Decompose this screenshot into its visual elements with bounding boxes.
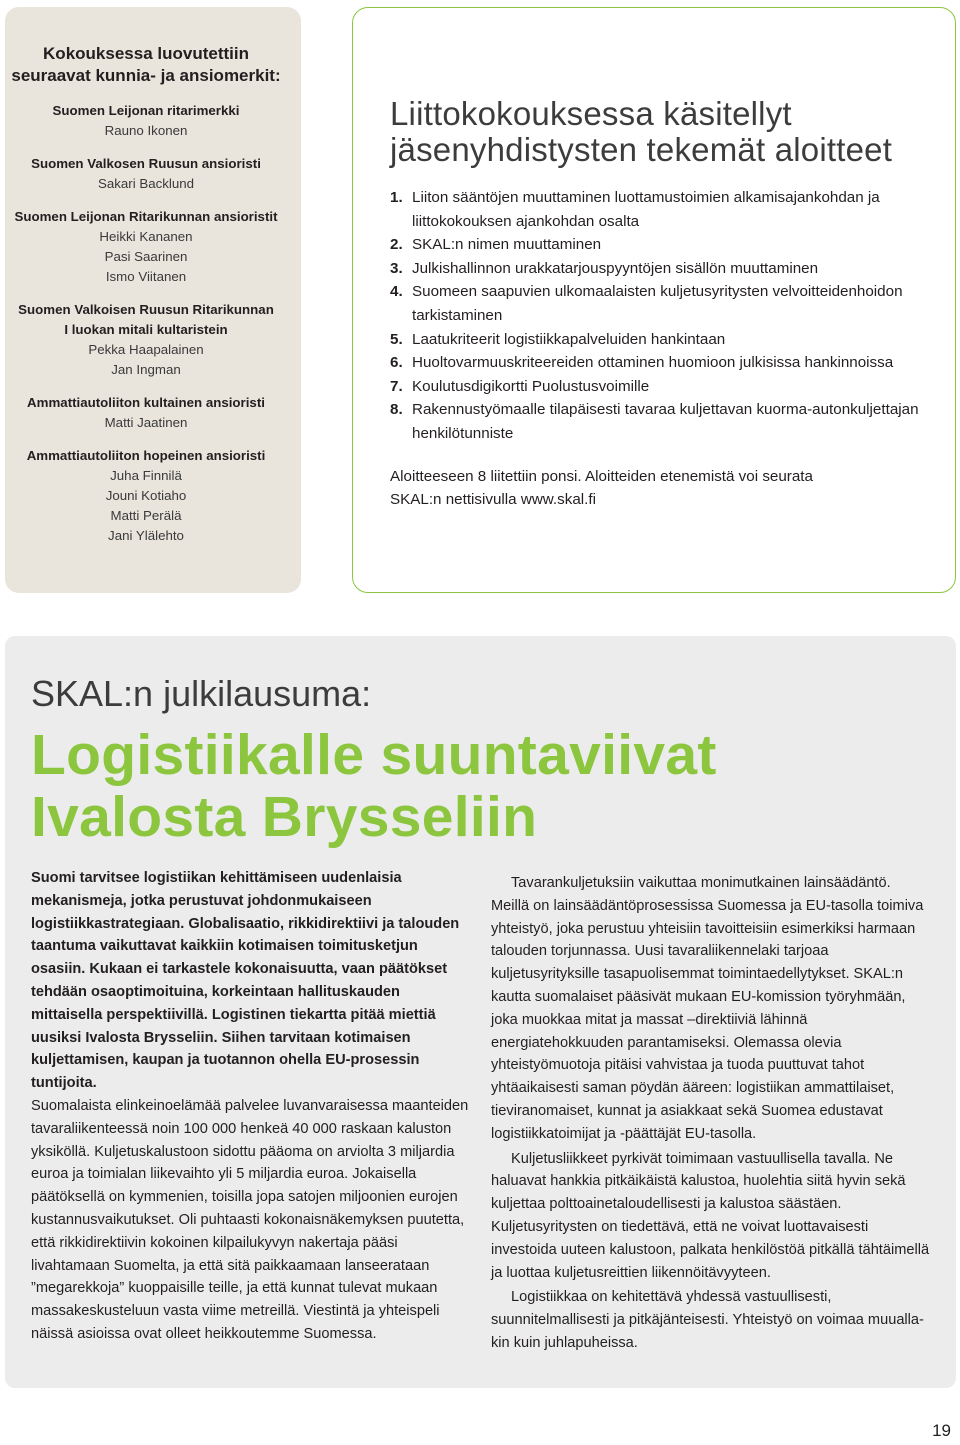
article-body-paragraph: Logistiikkaa on kehitettävä yhdessä vastuullisesti, suunnitelmallisesti ja pitkäjänteisesti. Yhteistyö on voimaa muuallakin kuin juhlapuheissa. <box>491 1289 924 1351</box>
initiative-text: Suomeen saapuvien ulkomaalaisten kuljetusyritysten velvoitteidenhoidon tarkistaminen <box>412 283 903 324</box>
initiative-text: Julkishallinnon urakkatarjouspyyntöjen sisällön muuttaminen <box>412 259 819 277</box>
award-name: Suomen Valkosen Ruusun ansioristi <box>31 156 261 171</box>
page-number: 19 <box>932 1421 951 1440</box>
initiative-text: Laatukriteerit logistiikkapalveluiden hankintaan <box>412 330 726 348</box>
initiative-number: 5. <box>390 330 403 348</box>
initiative-item <box>390 280 925 327</box>
initiatives-heading-line: jäsenyhdistysten tekemät aloitteet <box>390 131 893 168</box>
award-recipient: Heikki Kananen <box>99 229 193 244</box>
initiative-number: 2. <box>390 236 403 254</box>
initiative-text: SKAL:n nimen muuttaminen <box>412 236 602 254</box>
article-body-paragraph: Kuljetusliikkeet pyrkivät toimimaan vastuullisella tavalla. Ne haluavat hankkia pitkäikäistä kalustoa, huolehtia siitä hyvin sekä kuljettaa polttoainetaloudellisesti ja kalustoa säästäen. Kuljetusyritysten on tiedettävä, että ne voivat luottavaisesti investoida uuteen kalustoon, palkata henkilöstöä pitkällä tähtäimellä ja luottaa kuljetusreittien liikennöitävyyteen. <box>491 1150 930 1281</box>
headline-line: Logistiikalle suuntaviivat <box>31 723 717 787</box>
award-name: Ammattiautoliiton hopeinen ansioristi <box>26 448 266 463</box>
initiatives-heading <box>390 96 925 168</box>
award-recipient: Jani Ylälehto <box>108 528 184 543</box>
award-group <box>5 300 301 380</box>
initiative-item <box>390 186 925 233</box>
award-name: Suomen Valkoisen Ruusun Ritarikunnan <box>18 302 274 317</box>
initiative-number: 6. <box>390 354 403 372</box>
award-recipient: Sakari Backlund <box>97 176 195 191</box>
award-recipient: Pekka Haapalainen <box>88 342 204 357</box>
article-left-column <box>31 867 471 1346</box>
award-recipient: Ismo Viitanen <box>105 269 187 284</box>
initiative-number: 8. <box>390 401 403 419</box>
initiative-number: 3. <box>390 259 403 277</box>
award-group <box>5 101 301 141</box>
award-recipient: Rauno Ikonen <box>104 123 188 138</box>
initiative-item <box>390 328 925 352</box>
article-body-paragraph: Suomalaista elinkeinoelämää palvelee luvanvaraisessa maanteiden tavaraliikenteessä noin 100 000 henkeä 40 000 raskaan kaluston yksiköllä. Kuljetuskalustoon sidottu pääoma on arviolta 3 miljardia euroa ja toimialan liikevaihto yli 5 miljardia euroa. Jokaisella päätöksellä on kymmenien, toisilla jopa satojen miljoonien eurojen kustannusvaikutukset. Oli puhtaasti kokonaisnäkemyksen puutetta, että rikkidirektiivin kokoinen kilpailukyvyn nakertaja pääsi livahtamaan Suomelta, ja että sitä paikkaamaan lanseerataan ”megarekkoja” kuoppaisille teille, ja että kunnat tulevat mukaan massakeskusteluun vasta viime metreillä. Viestintä ja yhteispeli näissä asioissa ovat olleet heikkoutemme Suomessa. <box>31 1097 469 1342</box>
initiatives-heading-line: Liittokokouksessa käsitellyt <box>390 95 792 132</box>
initiative-item <box>390 351 925 375</box>
award-recipient: Juha Finnilä <box>110 468 182 483</box>
award-recipient: Jan Ingman <box>111 362 181 377</box>
awards-title-line: Kokouksessa luovutettiin <box>43 44 249 63</box>
awards-title <box>5 43 301 87</box>
initiatives-box <box>352 7 956 593</box>
initiative-item <box>390 257 925 281</box>
award-name: Suomen Leijonan Ritarikunnan ansioristit <box>14 209 278 224</box>
closing-line: SKAL:n nettisivulla www.skal.fi <box>390 491 596 509</box>
award-groups <box>5 101 301 546</box>
initiative-item <box>390 233 925 257</box>
initiative-item <box>390 375 925 399</box>
article-lead: Suomi tarvitsee logistiikan kehittämiseen uudenlaisia mekanismeja, jotka perustuvat johdonmukaiseen logistiikkastrategiaan. Globalisaatio, rikkidirektiivi ja talouden taantuma vaikuttavat kaikkiin kotimaisen toimitusketjun osasiin. Kukaan ei tarkastele kokonaisuutta, vaan päätökset tehdään osaoptimoituina, korkeintaan hallituskauden mittaisella perspektiivillä. Logistinen tiekartta pitää miettiä uusiksi Ivalosta Brysseliin. Siihen tarvitaan kotimaisen kuljettamisen, kaupan ja tuotannon ohella EU-prosessin tuntijoita. <box>31 870 460 1092</box>
initiative-number: 1. <box>390 189 403 206</box>
initiative-text: Rakennustyömaalle tilapäisesti tavaraa kuljettavan kuorma-autonkuljettajan henkilötunniste <box>412 401 919 442</box>
award-recipient: Matti Perälä <box>110 508 182 523</box>
awards-title-line: seuraavat kunnia- ja ansiomerkit: <box>11 66 281 85</box>
initiative-number: 7. <box>390 377 403 395</box>
award-recipient: Jouni Kotiaho <box>105 488 187 503</box>
award-name: Ammattiautoliiton kultainen ansioristi <box>27 395 265 410</box>
initiatives-closing <box>390 465 925 512</box>
award-name: I luokan mitali kultaristein <box>64 322 228 337</box>
award-group <box>5 446 301 546</box>
award-group <box>5 393 301 433</box>
headline-line: Ivalosta Brysseliin <box>31 785 538 849</box>
article-body-paragraph: Tavarankuljetuksiin vaikuttaa monimutkainen lainsäädäntö. Meillä on lainsäädäntöprosessissa Suomessa ja EU-tasolla toimiva yhteistyö, joka perustuu yhteisiin tavoitteisiin esimerkiksi harmaan talouden torjunnassa. Uusi tavaraliikennelaki tarjoaa kuljetusyrityksille tasapuolisemmat toimintaedellytykset. SKAL:n kautta suomalaiset pääsivät mukaan EU-komission työryhmään, joka muokkaa mitat ja massat –direktiiviä lähinnä energiatehokkuuden parantamiseksi. Olemassa olevia yhteistyömuotoja pitäisi vahvistaa ja tuoda puuttuvat tahot yhtäaikaisesti saman pöydän ääreen: logistiikan ammattilaiset, tieviranomaiset, kunnat ja asiakkaat sekä Suomea edustavat logistiikkatoimijat ja -päättäjät EU-tasolla. <box>491 875 924 1142</box>
article-section <box>5 636 956 1388</box>
initiative-text: Koulutusdigikortti Puolustusvoimille <box>412 377 650 395</box>
award-recipient: Pasi Saarinen <box>104 249 188 264</box>
initiative-text: Liiton sääntöjen muuttaminen luottamustoimien alkamisajankohdan ja liittokokouksen ajankohdan osalta <box>412 189 880 230</box>
award-group <box>5 207 301 287</box>
initiative-item <box>390 398 925 445</box>
article-kicker: SKAL:n julkilausuma: <box>31 673 372 714</box>
closing-line: Aloitteeseen 8 liitettiin ponsi. Aloitteiden etenemistä voi seurata <box>390 467 813 485</box>
initiatives-list <box>390 186 925 446</box>
award-name: Suomen Leijonan ritarimerkki <box>52 103 240 118</box>
article-right-column <box>491 872 931 1355</box>
initiative-number: 4. <box>390 283 403 301</box>
award-recipient: Matti Jaatinen <box>104 415 188 430</box>
award-group <box>5 154 301 194</box>
article-headline <box>31 724 931 848</box>
awards-box <box>5 7 301 593</box>
initiative-text: Huoltovarmuuskriteereiden ottaminen huomioon julkisissa hankinnoissa <box>412 354 894 372</box>
